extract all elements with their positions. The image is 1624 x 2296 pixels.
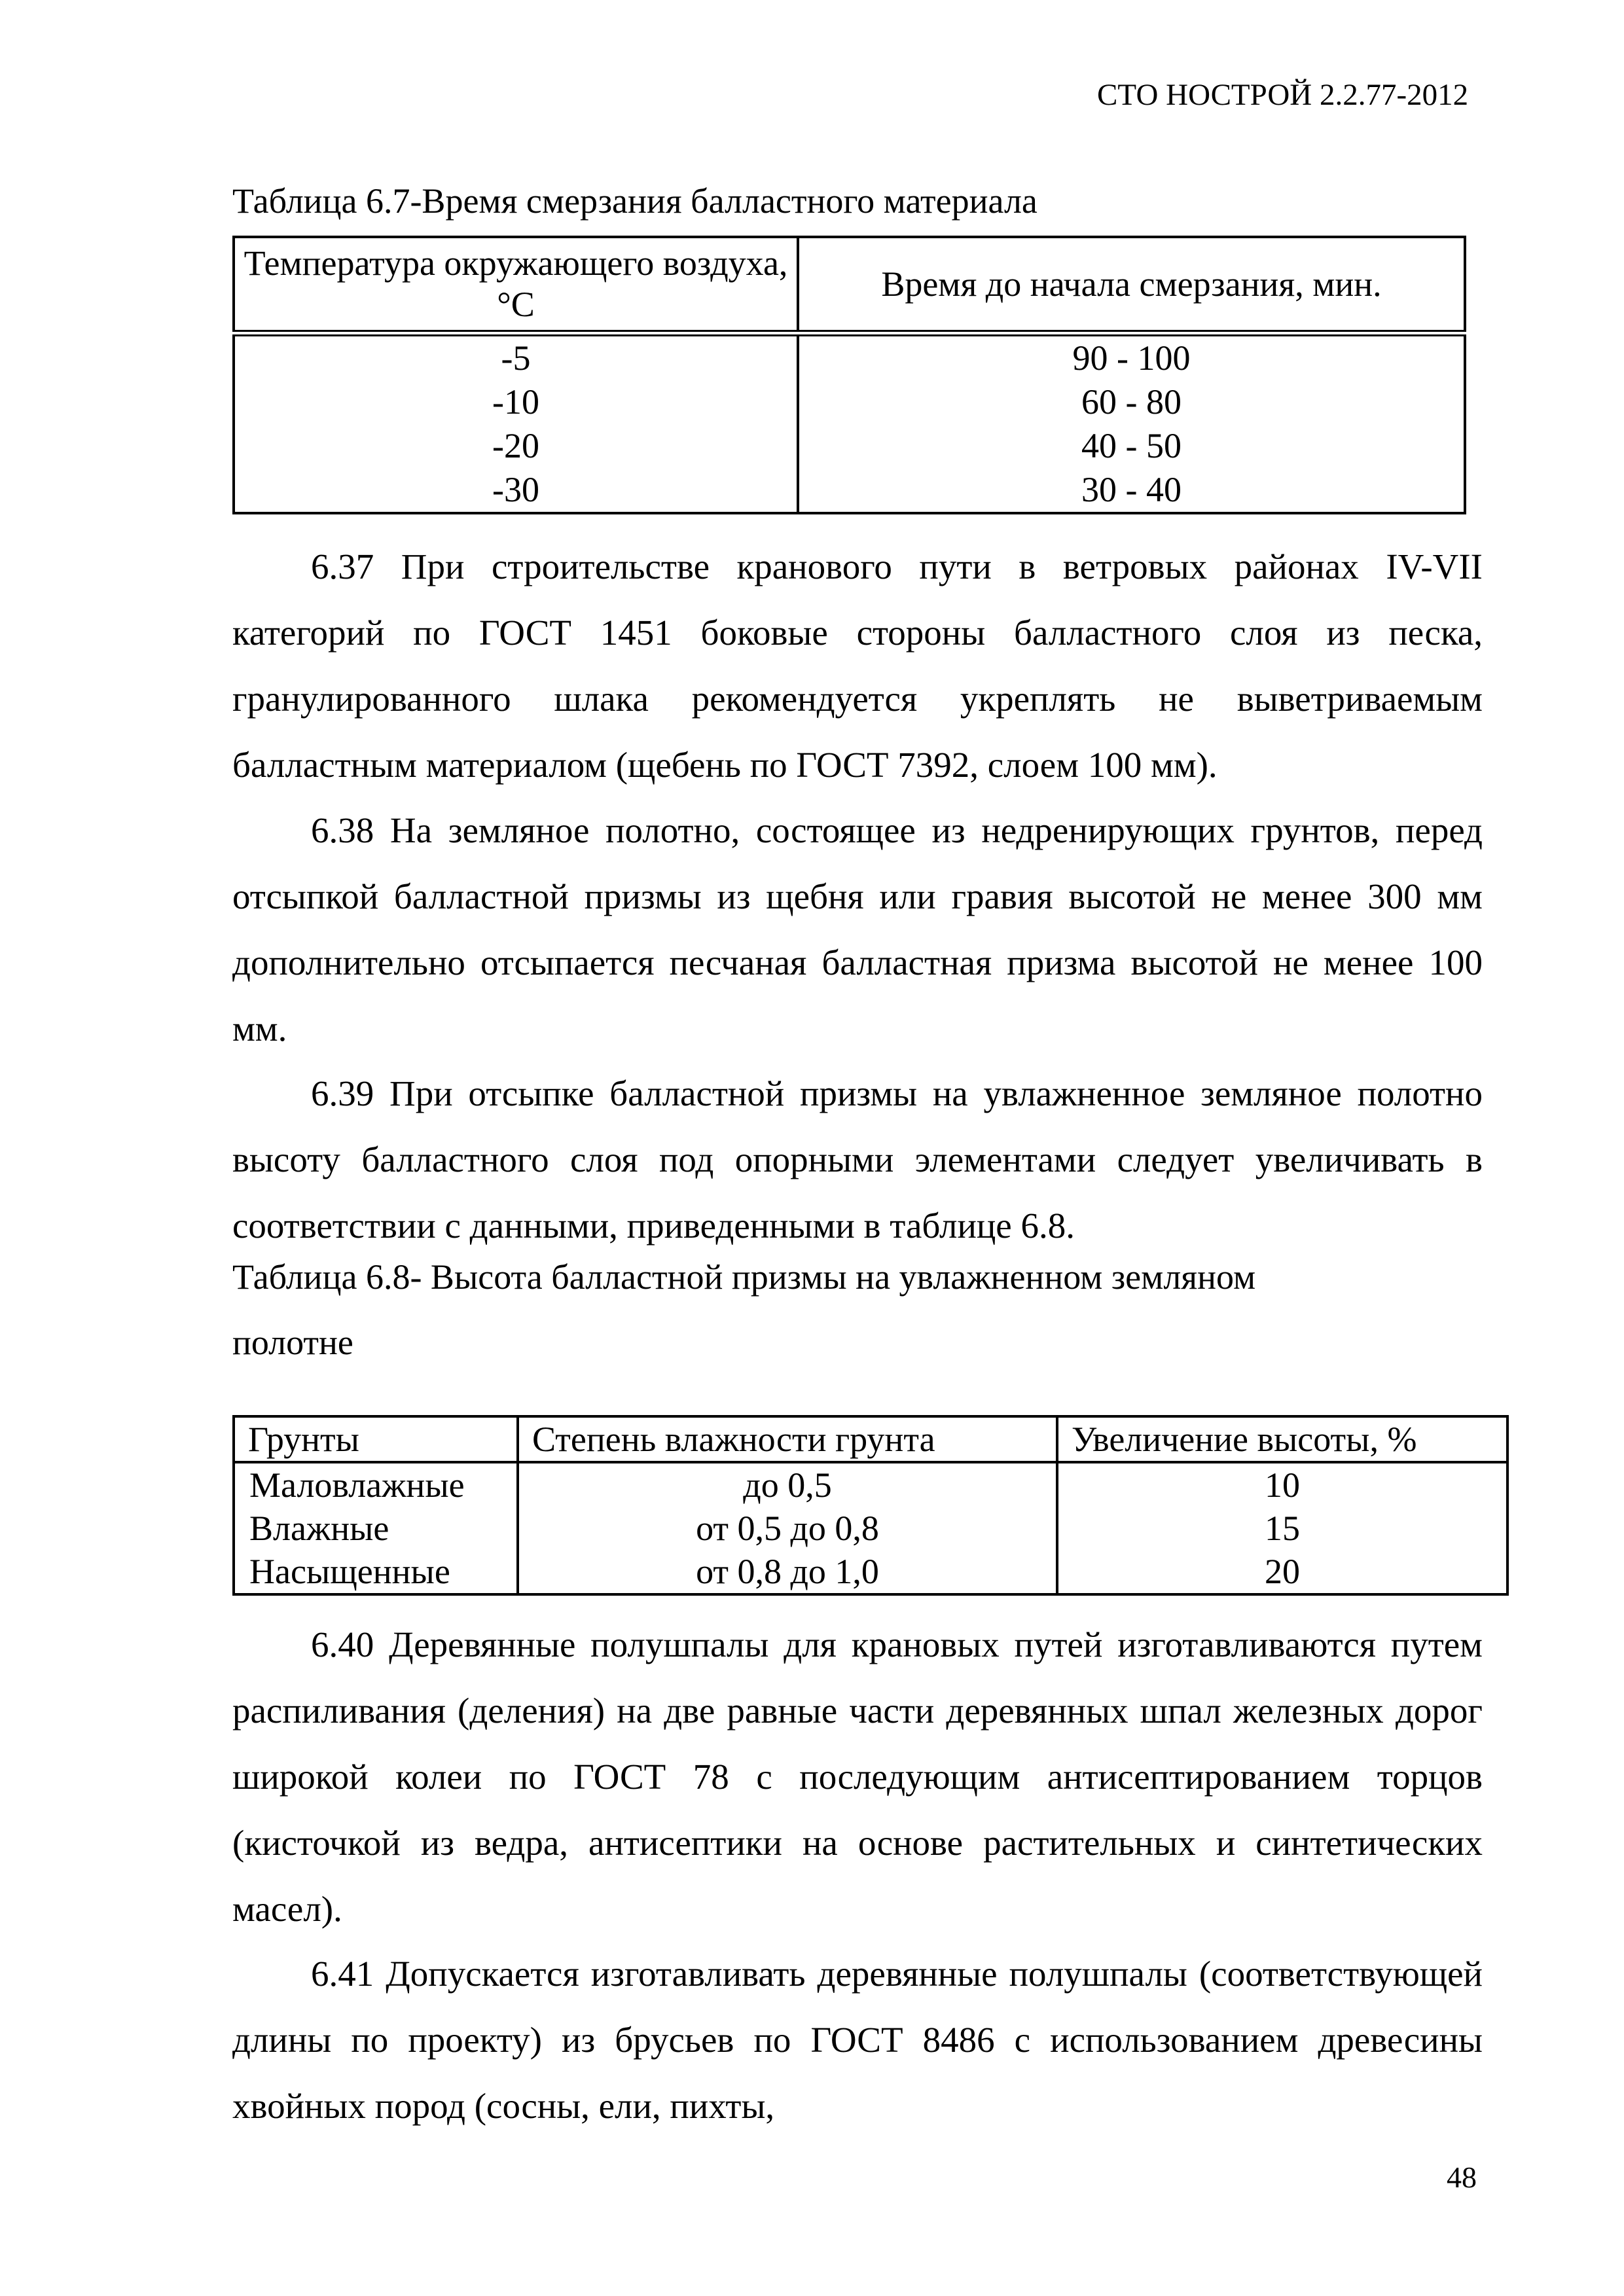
table-6-8 xyxy=(232,1415,1509,1596)
cell-freeze-time: 40 - 50 xyxy=(798,424,1465,468)
table-row xyxy=(234,1462,1507,1507)
column-header-freeze-time: Время до начала смерзания, мин. xyxy=(798,237,1465,333)
paragraph-6-39: 6.39 При отсыпке балластной призмы на увлажненное земляное полотно высоту балластного слоя под опорными элементами следует увеличивать в соответствии с данными, приведенными в таблице 6.8. xyxy=(232,1073,1483,1246)
table-row xyxy=(234,333,1465,380)
column-header-moisture-degree: Степень влажности грунта xyxy=(518,1416,1057,1462)
paragraph-6-41: 6.41 Допускается изготавливать деревянные полушпалы (соответствующей длины по проекту) из брусьев по ГОСТ 8486 с использованием древесины хвойных пород (сосны, ели, пихты, xyxy=(232,1954,1483,2126)
paragraph-6-38: 6.38 На земляное полотно, состоящее из недренирующих грунтов, перед отсыпкой балластной призмы из щебня или гравия высотой не менее 300 мм дополнительно отсыпается песчаная балластная призма высотой не менее 100 мм. xyxy=(232,810,1483,1049)
cell-moisture-degree: от 0,5 до 0,8 xyxy=(518,1507,1057,1550)
column-header-height-increase: Увеличение высоты, % xyxy=(1057,1416,1507,1462)
cell-temperature: -5 xyxy=(234,333,798,380)
table-header-row xyxy=(234,1416,1507,1462)
cell-freeze-time: 60 - 80 xyxy=(798,380,1465,424)
column-header-soil: Грунты xyxy=(234,1416,518,1462)
paragraph-6-40: 6.40 Деревянные полушпалы для крановых путей изготавливаются путем распиливания (деления) на две равные части деревянных шпал железных дорог широкой колеи по ГОСТ 78 с последующим антисептированием торцов (кисточкой из ведра, антисептики на основе растительных и синтетических масел). xyxy=(232,1624,1483,1929)
table-row xyxy=(234,424,1465,468)
cell-height-increase: 10 xyxy=(1057,1462,1507,1507)
cell-moisture-degree: до 0,5 xyxy=(518,1462,1057,1507)
cell-temperature: -30 xyxy=(234,468,798,513)
table-header-row xyxy=(234,237,1465,333)
cell-freeze-time: 90 - 100 xyxy=(798,333,1465,380)
table-row xyxy=(234,468,1465,513)
cell-temperature: -20 xyxy=(234,424,798,468)
table-6-8-caption-line-1: Таблица 6.8- Высота балластной призмы на увлажненном земляном xyxy=(232,1257,1256,1297)
paragraph-6-37: 6.37 При строительстве кранового пути в ветровых районах IV-VII категорий по ГОСТ 1451 боковые стороны балластного слоя из песка, гранулированного шлака рекомендуется укреплять не выветриваемым балластным материалом (щебень по ГОСТ 7392, слоем 100 мм). xyxy=(232,547,1483,785)
cell-soil: Насыщенные xyxy=(234,1550,518,1594)
cell-height-increase: 15 xyxy=(1057,1507,1507,1550)
cell-height-increase: 20 xyxy=(1057,1550,1507,1594)
table-6-8-caption-line-2: полотне xyxy=(232,1323,353,1362)
table-6-7-caption: Таблица 6.7-Время смерзания балластного материала xyxy=(232,181,1038,221)
table-row xyxy=(234,1507,1507,1550)
cell-soil: Влажные xyxy=(234,1507,518,1550)
column-header-temperature: Температура окружающего воздуха, °С xyxy=(234,237,798,333)
document-code-header: СТО НОСТРОЙ 2.2.77-2012 xyxy=(1097,78,1469,112)
cell-freeze-time: 30 - 40 xyxy=(798,468,1465,513)
cell-soil: Маловлажные xyxy=(234,1462,518,1507)
page-number: 48 xyxy=(1447,2161,1477,2194)
table-row xyxy=(234,1550,1507,1594)
cell-temperature: -10 xyxy=(234,380,798,424)
table-6-7 xyxy=(232,236,1466,514)
table-row xyxy=(234,380,1465,424)
cell-moisture-degree: от 0,8 до 1,0 xyxy=(518,1550,1057,1594)
